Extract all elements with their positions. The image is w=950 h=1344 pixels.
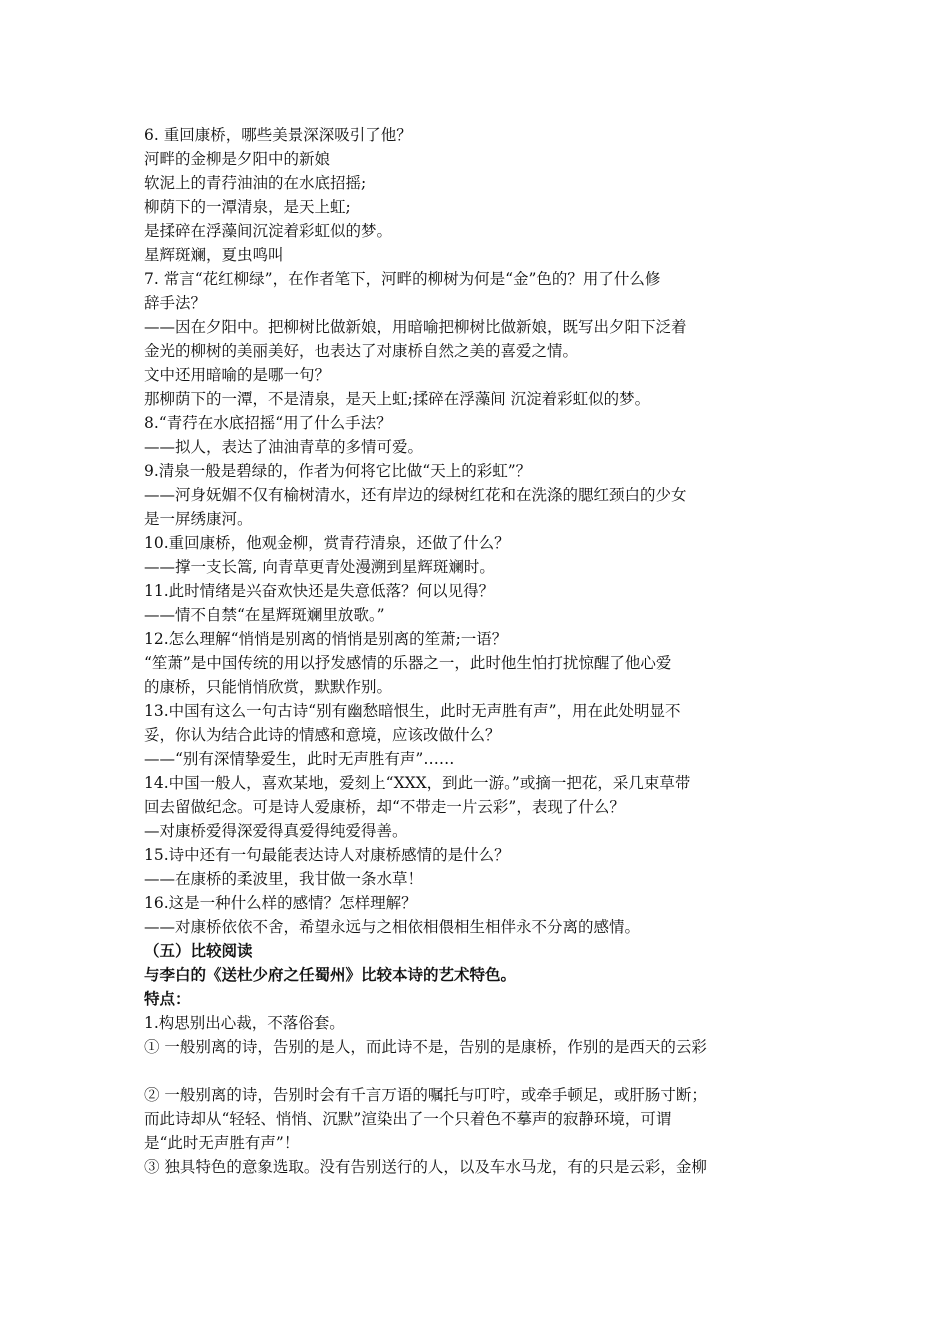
section-heading-line: 与李白的《送杜少府之任蜀州》比较本诗的艺术特色。 — [144, 965, 517, 984]
text-line: ——撑一支长篙, 向青草更青处漫溯到星辉斑斓时。 — [144, 558, 495, 576]
text-line: ① 一般别离的诗，告别的是人，而此诗不是，告别的是康桥，作别的是西天的云彩 — [144, 1038, 707, 1056]
text-line: 是一屏绣康河。 — [144, 510, 253, 528]
text-line: 是“此时无声胜有声”！ — [144, 1134, 300, 1152]
text-line: 柳荫下的一潭清泉，是天上虹; — [144, 198, 351, 216]
section-heading-line: 特点： — [144, 989, 191, 1008]
text-line: 是揉碎在浮藻间沉淀着彩虹似的梦。 — [144, 222, 393, 240]
text-line — [144, 1059, 809, 1083]
text-line: “笙萧”是中国传统的用以抒发感情的乐器之一，此时他生怕打扰惊醒了他心爱 — [144, 654, 672, 672]
text-line: 9.清泉一般是碧绿的，作者为何将它比做“天上的彩虹”？ — [144, 462, 532, 480]
text-line: 那柳荫下的一潭，不是清泉，是天上虹;揉碎在浮藻间 沉淀着彩虹似的梦。 — [144, 390, 651, 408]
text-line: 软泥上的青荇油油的在水底招摇; — [144, 174, 367, 192]
text-line: —对康桥爱得深爱得真爱得纯爱得善。 — [144, 822, 408, 840]
text-line: ——在康桥的柔波里，我甘做一条水草！ — [144, 870, 424, 888]
text-line: 文中还用暗喻的是哪一句？ — [144, 366, 331, 384]
section-heading-line: （五）比较阅读 — [144, 941, 253, 960]
document-body — [144, 123, 809, 1179]
text-line: ——因在夕阳中。把柳树比做新娘，用暗喻把柳树比做新娘，既写出夕阳下泛着 — [144, 318, 687, 336]
text-line: ——情不自禁“在星辉斑斓里放歌。” — [144, 606, 385, 624]
text-line: 星辉斑斓，夏虫鸣叫 — [144, 246, 284, 264]
text-line: 13.中国有这么一句古诗“别有幽愁暗恨生，此时无声胜有声”，用在此处明显不 — [144, 702, 681, 720]
text-line: 11.此时情绪是兴奋欢快还是失意低落？何以见得？ — [144, 582, 495, 600]
text-line: 金光的柳树的美丽美好，也表达了对康桥自然之美的喜爱之情。 — [144, 342, 579, 360]
text-line: 1.构思别出心裁，不落俗套。 — [144, 1014, 345, 1032]
text-line: ——“别有深情挚爱生，此时无声胜有声”…… — [144, 750, 455, 768]
text-line: ——对康桥依依不舍，希望永远与之相依相偎相生相伴永不分离的感情。 — [144, 918, 641, 936]
text-line: ② 一般别离的诗，告别时会有千言万语的嘱托与叮咛，或牵手顿足，或肝肠寸断； — [144, 1086, 707, 1104]
text-line: ——拟人，表达了油油青草的多情可爱。 — [144, 438, 424, 456]
text-line: 妥，你认为结合此诗的情感和意境，应该改做什么？ — [144, 726, 501, 744]
text-line: 15.诗中还有一句最能表达诗人对康桥感情的是什么？ — [144, 846, 510, 864]
text-line: ③ 独具特色的意象选取。没有告别送行的人，以及车水马龙，有的只是云彩，金柳 — [144, 1158, 707, 1176]
text-line: 回去留做纪念。可是诗人爱康桥，却“不带走一片云彩”，表现了什么？ — [144, 798, 625, 816]
text-line: 16.这是一种什么样的感情？怎样理解？ — [144, 894, 417, 912]
text-line: 14.中国一般人，喜欢某地，爱刻上“XXX，到此一游。”或摘一把花，采几束草带 — [144, 774, 691, 792]
text-line: 6. 重回康桥，哪些美景深深吸引了他？ — [144, 126, 412, 144]
text-line: 8.“青荇在水底招摇“用了什么手法？ — [144, 414, 392, 432]
text-line: 12.怎么理解“悄悄是别离的悄悄是别离的笙萧;一语？ — [144, 630, 508, 648]
text-line: 而此诗却从“轻轻、悄悄、沉默”渲染出了一个只着色不摹声的寂静环境，可谓 — [144, 1110, 672, 1128]
text-line: 辞手法？ — [144, 294, 207, 312]
text-line: 河畔的金柳是夕阳中的新娘 — [144, 150, 331, 168]
text-line: 10.重回康桥，他观金柳，赏青荇清泉，还做了什么？ — [144, 534, 510, 552]
text-line: ——河身妩媚不仅有榆树清水，还有岸边的绿树红花和在洗涤的腮红颈白的少女 — [144, 486, 687, 504]
text-line: 7. 常言“花红柳绿”，在作者笔下，河畔的柳树为何是“金”色的？用了什么修 — [144, 270, 661, 288]
text-line: 的康桥，只能悄悄欣赏，默默作别。 — [144, 678, 393, 696]
